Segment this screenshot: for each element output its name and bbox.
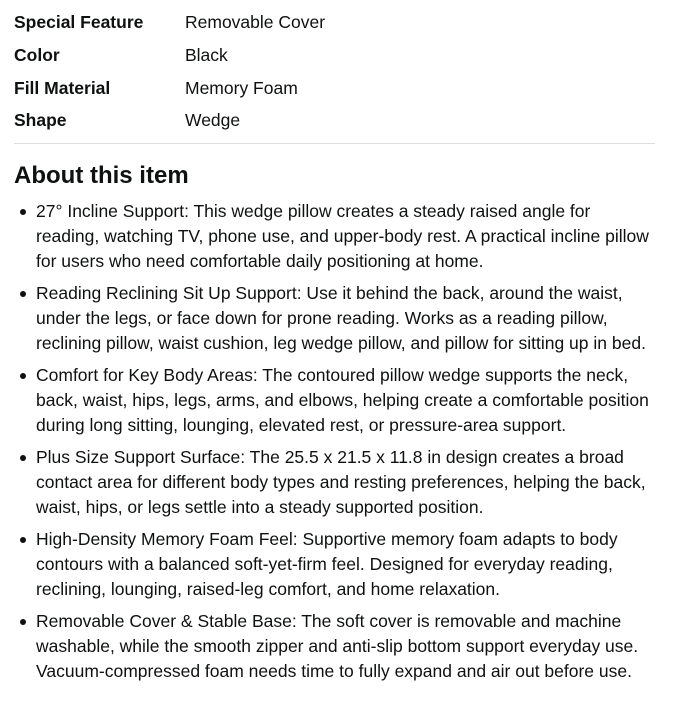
spec-row-special-feature [14,6,325,39]
spec-value: Removable Cover [185,12,326,33]
feature-bullet [14,527,658,602]
feature-bullet-list [14,199,657,684]
feature-bullet [14,281,658,356]
bullet-dot-icon [20,455,26,461]
feature-bullet-text: Removable Cover & Stable Base: The soft cover is removable and machine washable, while the smooth zipper and anti-slip bottom support everyday use. Vacuum-compressed foam needs time to fully expand and air out before use. [36,610,639,681]
spec-value: Wedge [185,110,241,131]
feature-bullet [14,609,658,684]
feature-bullet [14,199,658,274]
feature-bullet [14,445,658,520]
section-divider [14,143,655,144]
spec-row-shape [14,104,325,137]
spec-label: Fill Material [14,77,111,98]
bullet-dot-icon [20,537,26,543]
spec-label: Special Feature [14,12,144,33]
feature-bullet-text: Plus Size Support Surface: The 25.5 x 21.5 x 11.8 in design creates a broad contact area for different body types and resting preferences, helping the back, waist, hips, or legs settle into a steady supported position. [36,446,646,517]
spec-label: Shape [14,110,67,131]
about-this-item-heading: About this item [14,161,189,189]
feature-bullet [14,363,658,438]
bullet-dot-icon [20,209,26,215]
product-spec-table [14,6,325,137]
spec-value: Black [185,45,228,66]
feature-bullet-text: High-Density Memory Foam Feel: Supportive memory foam adapts to body contours with a balanced soft-yet-firm feel. Designed for everyday reading, reclining, lounging, raised-leg comfort, and home relaxation. [36,528,618,599]
bullet-dot-icon [20,291,26,297]
bullet-dot-icon [20,373,26,379]
spec-label: Color [14,45,60,66]
feature-bullet-text: Reading Reclining Sit Up Support: Use it behind the back, around the waist, under the legs, or face down for prone reading. Works as a reading pillow, reclining pillow, waist cushion, leg wedge pillow, and pillow for sitting up in bed. [36,282,646,353]
spec-row-fill-material [14,71,325,104]
bullet-dot-icon [20,619,26,625]
feature-bullet-text: Comfort for Key Body Areas: The contoured pillow wedge supports the neck, back, waist, hips, legs, arms, and elbows, helping create a comfortable position during long sitting, lounging, elevated rest, or pressure-area support. [36,364,649,435]
spec-value: Memory Foam [185,77,298,98]
spec-row-color [14,39,325,72]
feature-bullet-text: 27° Incline Support: This wedge pillow creates a steady raised angle for reading, watching TV, phone use, and upper-body rest. A practical incline pillow for users who need comfortable daily positioning at home. [36,200,649,271]
